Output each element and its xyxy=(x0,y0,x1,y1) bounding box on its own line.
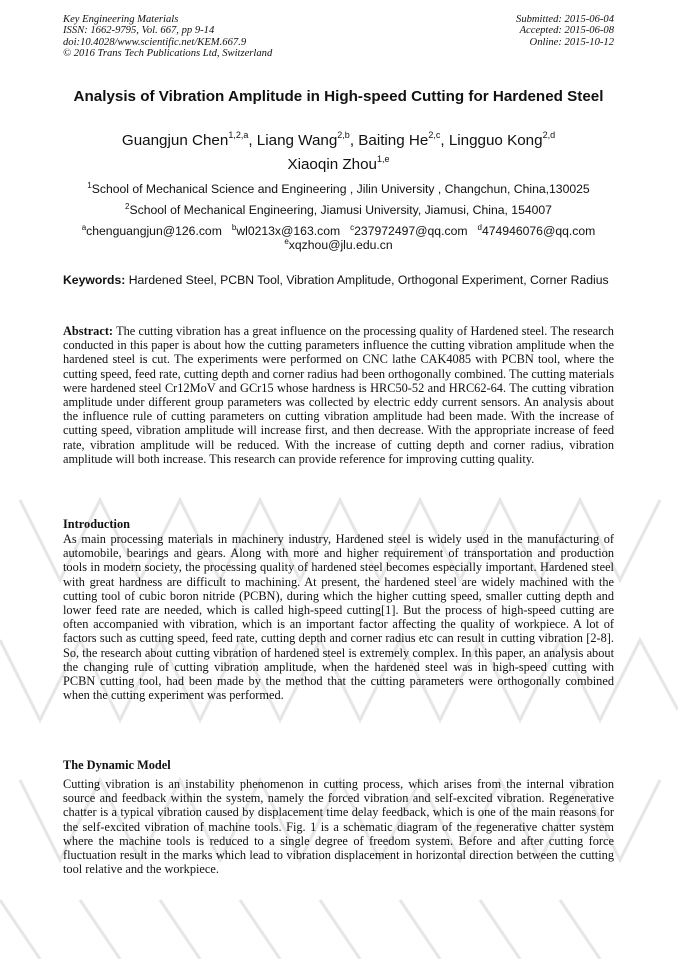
abstract-label: Abstract: xyxy=(63,324,114,338)
paper-title: Analysis of Vibration Amplitude in High-speed Cutting for Hardened Steel xyxy=(73,88,604,105)
submitted-date: Submitted: 2015-06-04 xyxy=(516,14,614,25)
affiliation-sup: 1 xyxy=(87,181,92,190)
affiliation-1 xyxy=(63,182,614,196)
author-name: Guangjun Chen xyxy=(121,132,229,149)
affiliation-text: School of Mechanical Engineering, Jiamusi University, Jiamusi, China, 154007 xyxy=(129,203,552,217)
journal-issn: ISSN: 1662-9795, Vol. 667, pp 9-14 xyxy=(63,25,215,37)
email-link[interactable]: xqzhou@jlu.edu.cn xyxy=(288,238,393,252)
author-sup: 2,b xyxy=(337,130,350,140)
affiliation-2 xyxy=(63,203,614,217)
author-name: Liang Wang xyxy=(256,132,338,149)
email-sup: a xyxy=(81,223,87,232)
dynamic-model-heading: The Dynamic Model xyxy=(63,758,171,772)
journal-name: Key Engineering Materials xyxy=(63,14,179,25)
online-date: Online: 2015-10-12 xyxy=(529,36,614,48)
author-sup: 2,d xyxy=(542,130,556,140)
keywords-label: Keywords: xyxy=(63,273,126,287)
affiliation-sup: 2 xyxy=(125,202,130,211)
email-sup: d xyxy=(477,223,482,232)
introduction-text: As main processing materials in machinery industry, Hardened steel is widely used in the manufacturing of automobile, bearings and gears. Along with more and higher requirement of transportation and production tools in modern society, the processing quality of hardened steel becomes especially important. Hardened steel with great hardness are difficult to machining. At present, the hardened steel are widely machined with the cutting tool of cubic boron nitride (PCBN), during which the higher cutting speed, smaller cutting depth and lower feed rate are needed, which is called high-speed cutting[1]. But the process of high-speed cutting are often accompanied with vibration, which is an important factor affecting the quality of workpiece. A lot of factors such as cutting speed, feed rate, cutting depth and corner radius etc can result in cutting vibration [2-8]. So, the research about cutting vibration of hardened steel is extremely complex. In this paper, an analysis about the changing rule of cutting vibration amplitude, when the hardened steel was in high-speed cutting with PCBN cutting tool, had been made by the method that the cutting parameters were orthogonally combined when the cutting experiment was performed. xyxy=(63,532,614,703)
journal-doi: doi:10.4028/www.scientific.net/KEM.667.9 xyxy=(63,36,247,48)
email-list xyxy=(63,224,614,252)
journal-info-left xyxy=(63,14,272,60)
journal-copyright: © 2016 Trans Tech Publications Ltd, Switzerland xyxy=(63,48,273,60)
keywords-block xyxy=(63,273,614,288)
email-sup: e xyxy=(284,237,289,246)
journal-dates-right xyxy=(516,14,614,48)
abstract-text: The cutting vibration has a great influence on the processing quality of Hardened steel. The research conducted in this paper is about how the cutting parameters influence the cutting vibration amplitude when the hardened steel is cut. The experiments were performed on CNC lathe CAK4085 with PCBN tool, where the cutting speed, feed rate, cutting depth and corner radius had been orthogonally combined. The cutting materials were hardened steel Cr12MoV and GCr15 whose hardness is HRC50-52 and HRC62-64. The cutting vibration amplitude under different group parameters was collected by electric eddy current sensors. An analysis about the influence rule of cutting parameters on cutting vibration amplitude had been made. With the increase of cutting speed, vibration amplitude will increase first, and then decrease. With the appropriate increase of feed rate, vibration amplitude will be reduced. With the increase of cutting depth and corner radius, vibration amplitude will both increase. This research can provide reference for improving cutting quality. xyxy=(63,324,614,466)
email-sup: b xyxy=(231,223,237,232)
accepted-date: Accepted: 2015-06-08 xyxy=(519,25,614,37)
email-link[interactable]: wl0213x@163.com xyxy=(236,224,341,238)
author-sup: 1,2,a xyxy=(228,130,249,140)
affiliation-text: School of Mechanical Science and Engineering , Jilin University , Changchun, China,130025 xyxy=(91,182,590,196)
keywords-text: Hardened Steel, PCBN Tool, Vibration Amplitude, Orthogonal Experiment, Corner Radius xyxy=(128,273,609,287)
email-sup: c xyxy=(350,223,355,232)
author-name: Xiaoqin Zhou xyxy=(287,156,377,173)
author-name: Baiting He xyxy=(358,132,429,149)
introduction-heading: Introduction xyxy=(63,517,130,531)
author-sup: 2,c xyxy=(428,130,441,140)
author-list: Guangjun Chen$^{1,2,a}$, Liang Wang$^{2,b}$, Baiting He$^{2,c}$, Lingguo Kong$^{2,d}$ Xiaoqin Zhou$^{1,e}$ xyxy=(121,130,556,173)
author-sup: 1,e xyxy=(377,154,390,164)
abstract-block xyxy=(63,324,614,466)
dynamic-model-text: Cutting vibration is an instability phenomenon in cutting process, which arises from the internal vibration source and feedback within the system, namely the forced vibration and self-excited vibration. Regenerative chatter is a typical vibration caused by displacement time delay feedback, which is one of the main reasons for the self-excited vibration of machine tools. Fig. 1 is a schematic diagram of the regenerative chatter system where the machine tools is reduced to a single degree of freedom system. Before and after cutting force fluctuation result in the marks which lead to vibration displacement in horizontal direction between the cutting tool relative and the workpiece. xyxy=(63,777,614,877)
author-name: Lingguo Kong xyxy=(448,132,543,149)
email-link[interactable]: chenguangjun@126.com xyxy=(86,224,222,238)
email-link[interactable]: 474946076@qq.com xyxy=(481,224,596,238)
email-link[interactable]: 237972497@qq.com xyxy=(354,224,468,238)
